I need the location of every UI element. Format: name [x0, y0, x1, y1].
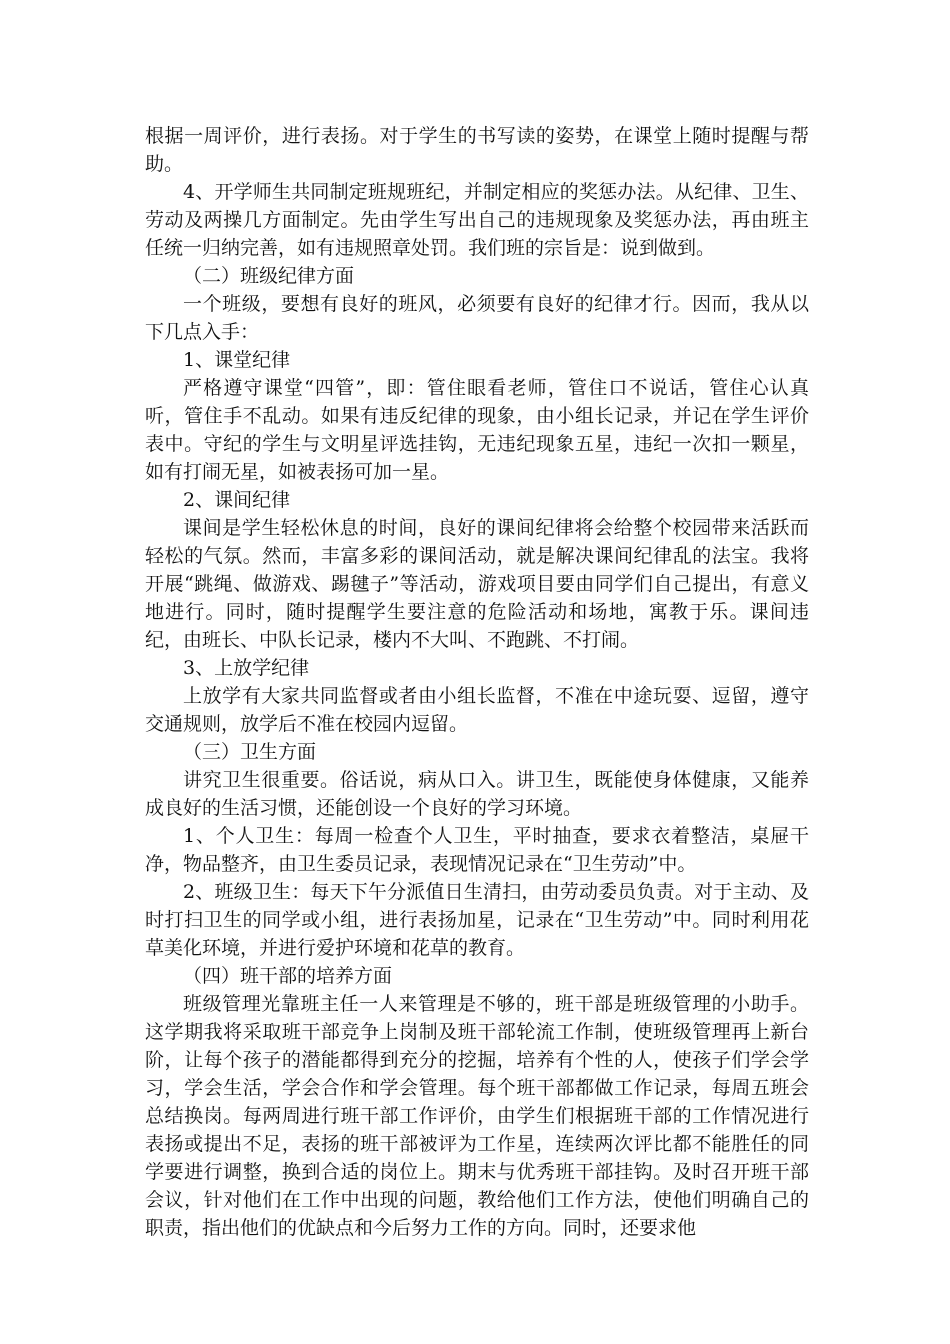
paragraph: 班级管理光靠班主任一人来管理是不够的，班干部是班级管理的小助手。这学期我将采取班干部竞争上岗制及班干部轮流工作制，使班级管理再上新台阶，让每个孩子的潜能都得到充分的挖掘，培养有个性的人，使孩子们学会学习，学会生活，学会合作和学会管理。每个班干部都做工作记录，每周五班会总结换岗。每两周进行班干部工作评价，由学生们根据班干部的工作情况进行表扬或提出不足，表扬的班干部被评为工作星，连续两次评比都不能胜任的同学要进行调整，换到合适的岗位上。期末与优秀班干部挂钩。及时召开班干部会议，针对他们在工作中出现的问题，教给他们工作方法，使他们明确自己的职责，指出他们的优缺点和今后努力工作的方向。同时，还要求他 — [145, 993, 809, 1239]
paragraph: 4、开学师生共同制定班规班纪，并制定相应的奖惩办法。从纪律、卫生、劳动及两操几方面制定。先由学生写出自己的违规现象及奖惩办法，再由班主任统一归纳完善，如有违规照章处罚。我们班的宗旨是：说到做到。 — [145, 181, 809, 259]
subsection-heading: 3、上放学纪律 — [183, 657, 310, 679]
paragraph: 课间是学生轻松休息的时间，良好的课间纪律将会给整个校园带来活跃而轻松的气氛。然而，丰富多彩的课间活动，就是解决课间纪律乱的法宝。我将开展“跳绳、做游戏、踢毽子”等活动，游戏项目要由同学们自己提出，有意义地进行。同时，随时提醒学生要注意的危险活动和场地，寓教于乐。课间违纪，由班长、中队长记录，楼内不大叫、不跑跳、不打闹。 — [145, 517, 809, 651]
paragraph: 1、个人卫生：每周一检查个人卫生，平时抽查，要求衣着整洁，桌屉干净，物品整齐，由卫生委员记录，表现情况记录在“卫生劳动”中。 — [145, 825, 809, 875]
subsection-heading: 2、课间纪律 — [183, 489, 291, 511]
paragraph: 上放学有大家共同监督或者由小组长监督，不准在中途玩耍、逗留，遵守交通规则，放学后不准在校园内逗留。 — [145, 685, 809, 735]
subsection-heading: 1、课堂纪律 — [183, 349, 291, 371]
document-body — [145, 122, 809, 1242]
paragraph: 严格遵守课堂“四管”，即：管住眼看老师，管住口不说话，管住心认真听，管住手不乱动。如果有违反纪律的现象，由小组长记录，并记在学生评价表中。守纪的学生与文明星评选挂钩，无违纪现象五星，违纪一次扣一颗星，如有打闹无星，如被表扬可加一星。 — [145, 377, 809, 483]
paragraph: 根据一周评价，进行表扬。对于学生的书写读的姿势，在课堂上随时提醒与帮助。 — [145, 125, 809, 175]
paragraph: 讲究卫生很重要。俗话说，病从口入。讲卫生，既能使身体健康，又能养成良好的生活习惯，还能创设一个良好的学习环境。 — [145, 769, 809, 819]
section-heading: （三）卫生方面 — [183, 741, 317, 763]
paragraph: 2、班级卫生：每天下午分派值日生清扫，由劳动委员负责。对于主动、及时打扫卫生的同学或小组，进行表扬加星，记录在“卫生劳动”中。同时利用花草美化环境，并进行爱护环境和花草的教育。 — [145, 881, 809, 959]
paragraph: 一个班级，要想有良好的班风，必须要有良好的纪律才行。因而，我从以下几点入手： — [145, 293, 809, 343]
section-heading: （二）班级纪律方面 — [183, 265, 355, 287]
section-heading: （四）班干部的培养方面 — [183, 965, 393, 987]
